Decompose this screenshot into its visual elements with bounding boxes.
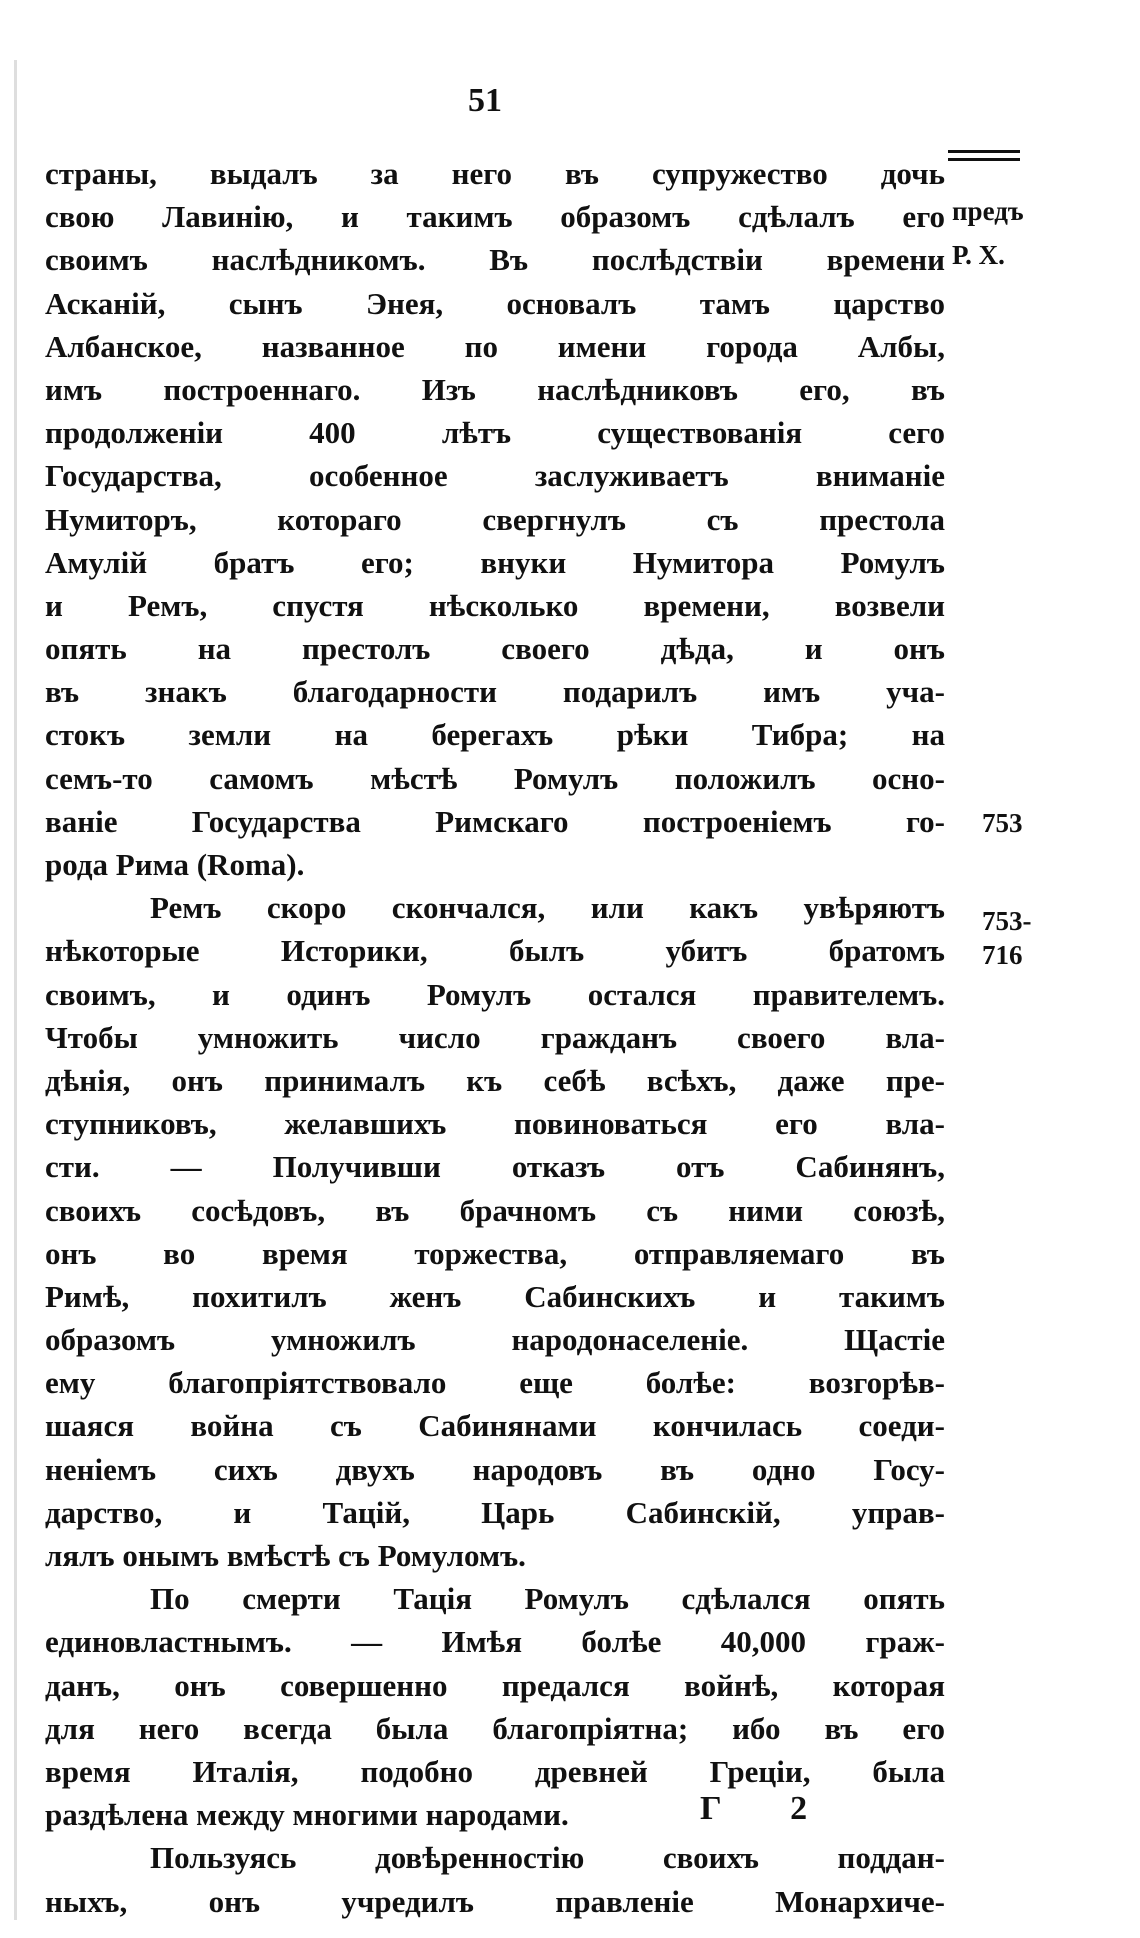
text-line: ему благопріятствовало еще болѣе: возгорѣв- <box>45 1365 945 1401</box>
text-line: единовластнымъ. — Имѣя болѣе 40,000 граж- <box>45 1624 945 1660</box>
text-line: свою Лавинію, и такимъ образомъ сдѣлалъ его <box>45 199 945 235</box>
text-line: сти. — Получивши отказъ отъ Сабинянъ, <box>45 1149 945 1185</box>
text-line: Пользуясь довѣренностію своихъ поддан- <box>150 1840 945 1876</box>
text-line: продолженіи 400 лѣтъ существованія сего <box>45 415 945 451</box>
text-line: ступниковъ, желавшихъ повиноваться его вла- <box>45 1106 945 1142</box>
text-line: въ знакъ благодарности подарилъ имъ уча- <box>45 674 945 710</box>
margin-note-year: 753 <box>982 808 1023 838</box>
text-line: дѣнія, онъ принималъ къ себѣ всѣхъ, даже пре- <box>45 1062 945 1098</box>
text-line: и Ремъ, спустя нѣсколько времени, возвели <box>45 587 945 623</box>
text-line: ваніе Государства Римскаго построеніемъ го- <box>45 803 945 839</box>
margin-note-year: 716 <box>982 940 1023 970</box>
text-line: онъ во время торжества, отправляемаго въ <box>45 1235 945 1271</box>
text-line: время Италія, подобно древней Греціи, была <box>45 1753 945 1789</box>
text-line: своимъ, и одинъ Ромулъ остался правителемъ. <box>45 976 945 1012</box>
page-edge-shadow <box>14 60 17 1920</box>
text-line: своихъ сосѣдовъ, въ брачномъ съ ними союзѣ, <box>45 1192 945 1228</box>
text-line: раздѣлена между многими народами. <box>45 1797 569 1833</box>
text-line: Нумиторъ, котораго свергнулъ съ престола <box>45 501 945 537</box>
text-line: страны, выдалъ за него въ супружество дочь <box>45 156 945 191</box>
text-line: опять на престолъ своего дѣда, и онъ <box>45 631 945 667</box>
text-line: данъ, онъ совершенно предался войнѣ, которая <box>45 1667 945 1703</box>
margin-note-rh: Р. Х. <box>952 240 1005 270</box>
text-line: дарство, и Тацій, Царь Сабинскій, управ- <box>45 1494 945 1530</box>
text-line: Амулій братъ его; внуки Нумитора Ромулъ <box>45 544 945 580</box>
margin-rule <box>948 158 1020 161</box>
text-line: своимъ наслѣдникомъ. Въ послѣдствіи времени <box>45 242 945 278</box>
text-line: лялъ онымъ вмѣстѣ съ Ромуломъ. <box>45 1538 526 1573</box>
text-line: имъ построеннаго. Изъ наслѣдниковъ его, въ <box>45 371 945 407</box>
text-line: Чтобы умножить число гражданъ своего вла- <box>45 1019 945 1055</box>
margin-note-before: предъ <box>952 196 1024 226</box>
body-text <box>45 152 945 1923</box>
margin-rule <box>948 150 1020 153</box>
text-line: По смерти Тація Ромулъ сдѣлался опять <box>150 1581 945 1617</box>
text-line: Ремъ скоро скончался, или какъ увѣряютъ <box>150 890 945 926</box>
text-line: неніемъ сихъ двухъ народовъ въ одно Госу- <box>45 1451 945 1487</box>
text-line: Асканій, сынъ Энея, основалъ тамъ царство <box>45 285 945 321</box>
text-line: ныхъ, онъ учредилъ правленіе Монархиче- <box>45 1883 945 1919</box>
text-line: для него всегда была благопріятна; ибо въ его <box>45 1710 945 1746</box>
text-line: Албанское, названное по имени города Албы, <box>45 328 945 364</box>
page-number: 51 <box>468 82 502 119</box>
text-line: Римѣ, похитилъ женъ Сабинскихъ и такимъ <box>45 1278 945 1314</box>
text-line: нѣкоторые Историки, былъ убитъ братомъ <box>45 933 945 969</box>
text-line: семъ-то самомъ мѣстѣ Ромулъ положилъ осно- <box>45 760 945 796</box>
printer-signature-mark: Г 2 <box>700 1790 838 1827</box>
margin-note-year: 753- <box>982 906 1032 936</box>
text-line: шаяся война съ Сабинянами кончилась соеди- <box>45 1408 945 1444</box>
text-line: рода Рима (Roma). <box>45 847 305 882</box>
text-line: образомъ умножилъ народонаселеніе. Щастіе <box>45 1322 945 1358</box>
text-line: стокъ земли на берегахъ рѣки Тибра; на <box>45 717 945 753</box>
text-line: Государства, особенное заслуживаетъ вниманіе <box>45 458 945 494</box>
